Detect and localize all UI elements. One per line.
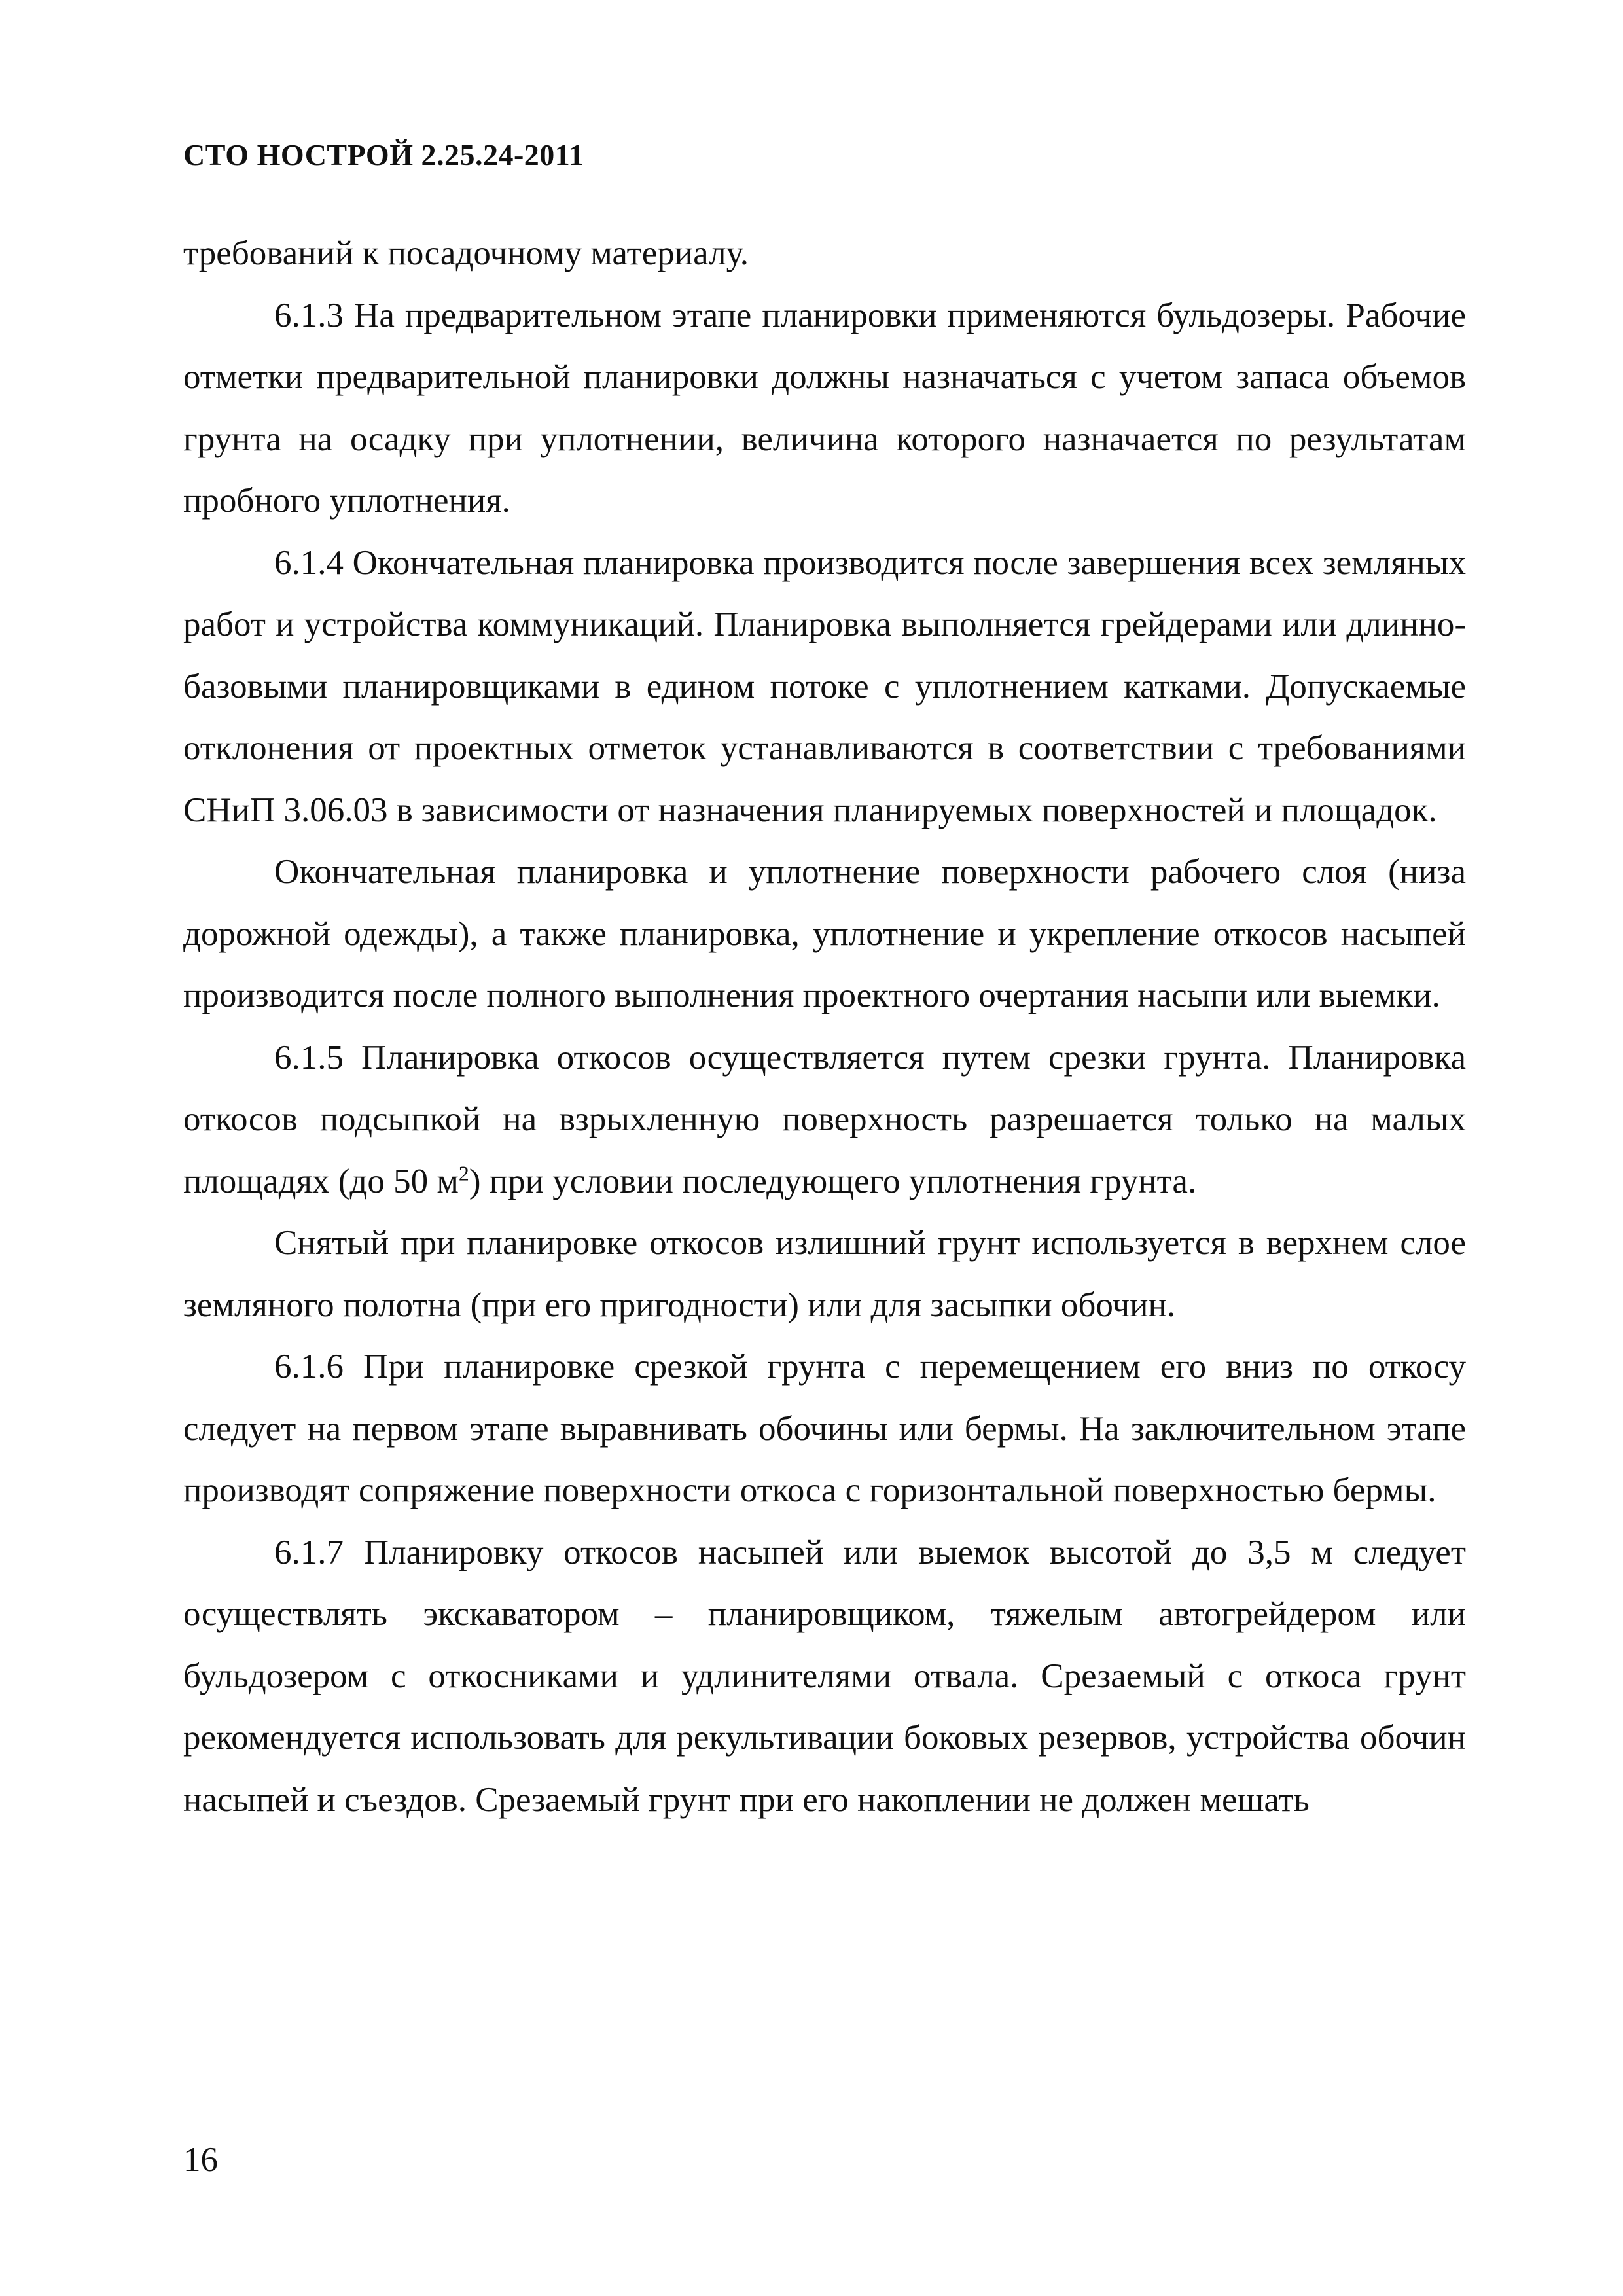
paragraph-6-1-5-text-after: ) при условии последующего уплотнения грунта. [469,1162,1197,1200]
paragraph-6-1-4: 6.1.4 Окончательная планировка производится после завершения всех земляных работ и устройства коммуникаций. Планировка выполняется грейдерами или длинно-базовыми планировщиками в едином потоке с уплотнением катками. Допускаемые отклонения от проектных отметок устанавливаются в соответствии с требованиями СНиП 3.06.03 в зависимости от назначения планируемых поверхностей и площадок. [183,543,1466,829]
paragraph-6-1-7: 6.1.7 Планировку откосов насыпей или выемок высотой до 3,5 м следует осуществлять экскаватором – планировщиком, тяжелым автогрейдером или бульдозером с откосниками и удлинителями отвала. Срезаемый с откоса грунт рекомендуется использовать для рекультивации боковых резервов, устройства обочин насыпей и съездов. Срезаемый грунт при его накоплении не должен мешать [183,1533,1466,1819]
paragraph-6-1-5 [183,1027,1466,1213]
superscript-2: 2 [458,1161,469,1185]
paragraph-final-planning: Окончательная планировка и уплотнение поверхности рабочего слоя (низа дорожной одежды), а также планировка, уплотнение и укрепление откосов насыпей производится после полного выполнения проектного очертания насыпи или выемки. [183,853,1466,1014]
document-header: СТО НОСТРОЙ 2.25.24-2011 [183,138,584,171]
page-number: 16 [183,2141,218,2179]
paragraph-6-1-5-text-before: 6.1.5 Планировка откосов осуществляется путем срезки грунта. Планировка откосов подсыпкой на взрыхленную поверхность разрешается только на малых площадях (до 50 м [183,1038,1466,1200]
paragraph-continuation: требований к посадочному материалу. [183,234,749,272]
paragraph-6-1-3: 6.1.3 На предварительном этапе планировки применяются бульдозеры. Рабочие отметки предварительной планировки должны назначаться с учетом запаса объемов грунта на осадку при уплотнении, величина которого назначается по результатам пробного уплотнения. [183,296,1466,520]
document-body [183,223,1466,1831]
paragraph-6-1-6: 6.1.6 При планировке срезкой грунта с перемещением его вниз по откосу следует на первом этапе выравнивать обочины или бермы. На заключительном этапе производят сопряжение поверхности откоса с горизонтальной поверхностью бермы. [183,1348,1466,1509]
paragraph-excess-soil: Снятый при планировке откосов излишний грунт используется в верхнем слое земляного полотна (при его пригодности) или для засыпки обочин. [183,1224,1466,1324]
